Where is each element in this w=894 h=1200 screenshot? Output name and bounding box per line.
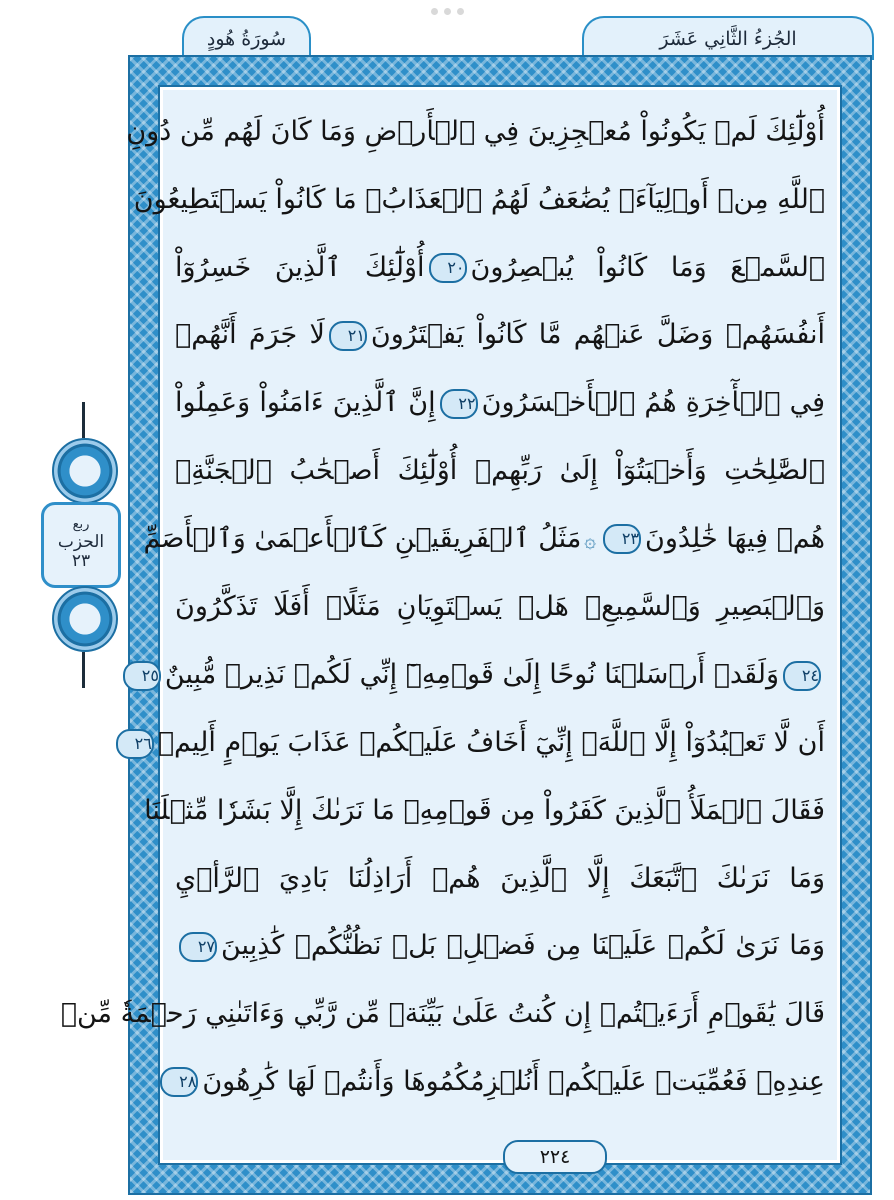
juz-name: الجُزءُ الثَّانِي عَشَرَ — [659, 28, 797, 50]
hizb-number: ٢٣ — [71, 551, 91, 572]
ornament-stem-bottom — [82, 652, 85, 688]
verse-line — [143, 519, 825, 560]
verse-text: لَا جَرَمَ أَنَّهُمۡ — [175, 319, 325, 351]
verse-text: وَٱلۡبَصِيرِ وَٱلسَّمِيعِۚ هَلۡ يَسۡتَوِيَانِ مَثَلًاۚ أَفَلَا تَذَكَّرُونَ — [175, 591, 825, 623]
verse-text: إِنَّ ٱلَّذِينَ ءَامَنُواْ وَعَمِلُواْ — [175, 387, 436, 419]
surah-name: سُورَةُ هُودٍ — [206, 28, 287, 50]
verse-line — [141, 655, 825, 695]
verse-line — [144, 791, 825, 831]
verse-text: وَلَقَدۡ أَرۡسَلۡنَا نُوحًا إِلَىٰ قَوۡمِهِۦٓ إِنِّي لَكُمۡ نَذِيرٞ مُّبِينٌ — [164, 659, 779, 691]
ayah-number-marker: ٢٦ — [116, 729, 154, 759]
verse-line — [133, 180, 825, 220]
hizb-quarter-text: ربع — [72, 516, 90, 532]
ayah-number-marker: ٢٨ — [160, 1067, 198, 1097]
verse-text: ٱلسَّمۡعَ وَمَا كَانُواْ يُبۡصِرُونَ — [470, 251, 825, 283]
verse-text: قَالَ يَٰقَوۡمِ أَرَءَيۡتُمۡ إِن كُنتُ عَلَىٰ بَيِّنَةٖ مِّن رَّبِّي وَءَاتَىٰنِي رَحۡمَةٗ مِّنۡ — [60, 998, 825, 1030]
verse-line — [126, 112, 825, 152]
ornament-stem-top — [82, 402, 85, 438]
ayah-number-marker: ٢١ — [329, 321, 367, 351]
ayah-number-marker: ٢٤ — [783, 661, 821, 691]
verse-line — [175, 383, 825, 423]
verse-text: أَنفُسَهُمۡ وَضَلَّ عَنۡهُم مَّا كَانُواْ يَفۡتَرُونَ — [370, 319, 825, 351]
verse-text: مَثَلُ ٱلۡفَرِيقَيۡنِ كَٱلۡأَعۡمَىٰ وَٱلۡأَصَمِّ — [143, 522, 582, 554]
verse-line — [175, 926, 825, 966]
verse-line — [175, 451, 825, 491]
rub-el-hizb-icon: ۞ — [584, 527, 597, 552]
verse-text: وَمَا نَرَىٰ لَكُمۡ عَلَيۡنَا مِن فَضۡلِۢ بَلۡ نَظُنُّكُمۡ كَٰذِبِينَ — [221, 930, 825, 962]
verse-line — [134, 723, 825, 763]
verse-text: أُوْلَٰٓئِكَ ٱلَّذِينَ خَسِرُوٓاْ — [175, 251, 425, 283]
verse-text: ٱلصَّٰلِحَٰتِ وَأَخۡبَتُوٓاْ إِلَىٰ رَبِّهِمۡ أُوْلَٰٓئِكَ أَصۡحَٰبُ ٱلۡجَنَّةِۖ — [175, 454, 825, 486]
ayah-number-marker: ٢٣ — [603, 524, 641, 554]
ayah-number-marker: ٢٢ — [440, 389, 478, 419]
verse-text: وَمَا نَرَىٰكَ ٱتَّبَعَكَ إِلَّا ٱلَّذِينَ هُمۡ أَرَاذِلُنَا بَادِيَ ٱلرَّأۡيِ — [175, 862, 825, 894]
ayah-number-marker: ٢٠ — [429, 253, 467, 283]
ayah-number-marker: ٢٥ — [123, 661, 161, 691]
verse-text: ٱللَّهِ مِنۡ أَوۡلِيَآءَۘ يُضَٰعَفُ لَهُمُ ٱلۡعَذَابُۚ مَا كَانُواْ يَسۡتَطِيعُونَ — [133, 183, 825, 215]
hizb-title: الحزب — [57, 531, 105, 552]
verse-line — [175, 248, 825, 288]
juz-name-tab — [582, 16, 874, 60]
verse-text: هُمۡ فِيهَا خَٰلِدُونَ — [645, 522, 825, 554]
verse-text: أُوْلَٰٓئِكَ لَمۡ يَكُونُواْ مُعۡجِزِينَ فِي ٱلۡأَرۡضِ وَمَا كَانَ لَهُم مِّن دُونِ — [126, 116, 825, 147]
verse-line — [175, 1062, 825, 1102]
verse-text: فِي ٱلۡأٓخِرَةِ هُمُ ٱلۡأَخۡسَرُونَ — [481, 387, 825, 419]
hizb-side-ornament — [38, 402, 130, 688]
verse-line — [60, 994, 825, 1034]
page-dots-indicator[interactable] — [425, 8, 469, 18]
verse-text: أَن لَّا تَعۡبُدُوٓاْ إِلَّا ٱللَّهَۖ إِنِّيٓ أَخَافُ عَلَيۡكُمۡ عَذَابَ يَوۡمٍ أَلِيمٖ — [157, 727, 825, 759]
ayah-number-marker: ٢٧ — [179, 932, 217, 962]
verse-text: عِندِهِۦ فَعُمِّيَتۡ عَلَيۡكُمۡ أَنُلۡزِمُكُمُوهَا وَأَنتُمۡ لَهَا كَٰرِهُونَ — [202, 1065, 825, 1097]
page-number: ٢٢٤ — [503, 1140, 607, 1174]
verse-line — [175, 587, 825, 627]
verse-text: فَقَالَ ٱلۡمَلَأُ ٱلَّذِينَ كَفَرُواْ مِن قَوۡمِهِۦ مَا نَرَىٰكَ إِلَّا بَشَرٗا مِّثۡلَنَا — [144, 794, 825, 826]
surah-name-tab — [182, 16, 311, 60]
verse-line — [175, 859, 825, 899]
verse-line — [175, 315, 825, 355]
ornament-rosette-icon — [52, 586, 118, 652]
ornament-rosette-icon — [52, 438, 118, 504]
hizb-marker — [41, 502, 121, 588]
